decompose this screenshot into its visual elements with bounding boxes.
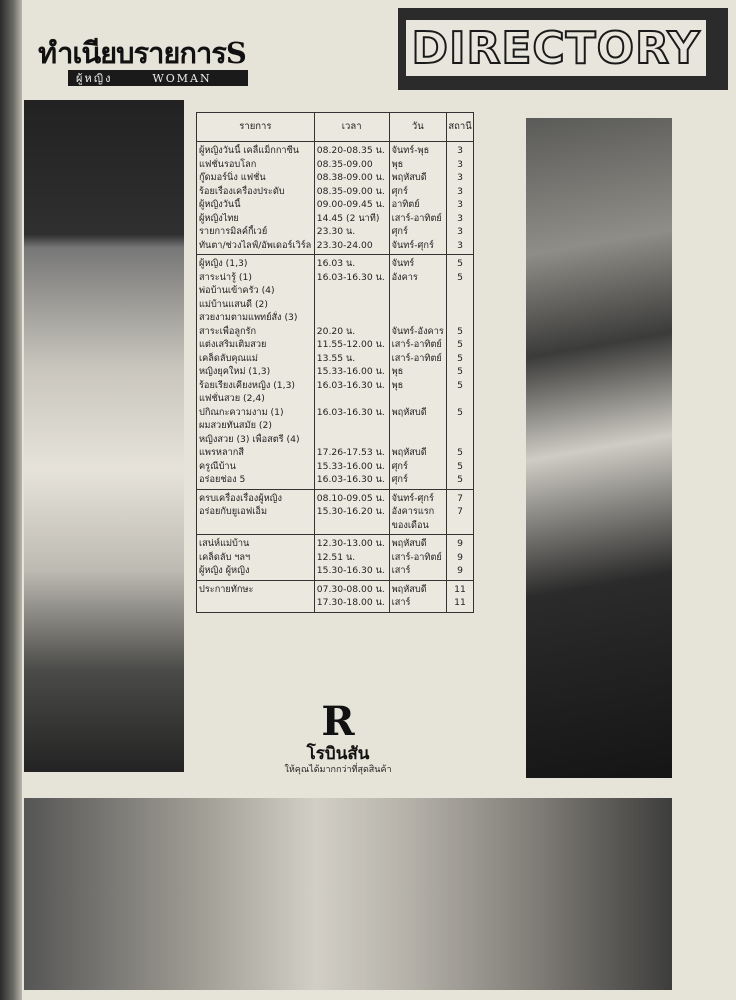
schedule-line (449, 298, 471, 312)
schedule-cell-programs (197, 142, 315, 255)
schedule-line: ผู้หญิงวันนี้ เคลื่แม็กกาซีน (199, 145, 300, 156)
schedule-line: 15.30-16.30 น. (316, 565, 385, 576)
schedule-line: เสาร์ (391, 597, 411, 608)
schedule-line: 3 (457, 172, 463, 183)
schedule-line: 15.30-16.20 น. (316, 506, 385, 517)
column-header-station: สถานี (447, 113, 474, 142)
schedule-cell-stations (447, 142, 474, 255)
schedule-line: 5 (457, 460, 463, 472)
schedule-line: จันทร์-ศุกร์ (391, 239, 434, 251)
schedule-line: จันทร์-อังคาร (391, 325, 444, 337)
schedule-line: 7 (457, 506, 463, 517)
schedule-line: แต่งเสริมเติมสวย (199, 339, 267, 350)
schedule-line: จันทร์ (391, 258, 415, 269)
schedule-line: ศุกร์ (391, 185, 408, 197)
table-header-row (197, 113, 474, 142)
magazine-logo (38, 30, 258, 88)
schedule-line: เสาร์ (391, 565, 411, 576)
schedule-line: 5 (457, 447, 463, 458)
schedule-line: 16.03 น. (316, 258, 356, 269)
schedule-group-row (197, 535, 474, 581)
schedule-line: 5 (457, 352, 463, 364)
schedule-group-row (197, 255, 474, 490)
schedule-line: ผมสวยทันสมัย (2) (199, 420, 272, 431)
schedule-line: 16.03-16.30 น. (316, 271, 385, 283)
schedule-line: พฤหัสบดี (391, 406, 427, 418)
schedule-line: เสาร์-อาทิตย์ (391, 352, 442, 364)
logo-sub-right: WOMAN (152, 71, 212, 85)
schedule-line: พฤหัสบดี (391, 172, 427, 183)
logo-sub-bar (68, 70, 248, 86)
schedule-line: หญิงสวย (3) เพื่อสตรี (4) (199, 433, 300, 445)
schedule-cell-days (389, 580, 446, 612)
schedule-line: เสาร์-อาทิตย์ (391, 212, 442, 224)
schedule-line: ปกิณกะความงาม (1) (199, 406, 284, 418)
schedule-line: พุธ (391, 366, 404, 377)
schedule-line: แม่บ้านแสนดี (2) (199, 298, 268, 310)
schedule-line: แฟชั่นสวย (2,4) (199, 393, 265, 404)
schedule-line: ศุกร์ (391, 460, 408, 472)
schedule-line: ศุกร์ (391, 474, 408, 485)
schedule-line (317, 284, 387, 298)
schedule-line: 3 (457, 158, 463, 170)
schedule-line: พุธ (391, 158, 404, 170)
schedule-line: 20.20 น. (316, 325, 356, 337)
schedule-line (317, 419, 387, 433)
schedule-line (449, 433, 471, 447)
woman-robe-photo (24, 100, 184, 772)
schedule-line: ร้อยเรื่องเครื่องประดับ (199, 185, 285, 197)
schedule-line: ผู้หญิงวันนี้ (199, 199, 241, 210)
schedule-line: อาทิตย์ (391, 199, 420, 210)
schedule-line: 23.30 น. (316, 226, 356, 237)
schedule-cell-times (314, 535, 389, 581)
schedule-line: ศุกร์ (391, 226, 408, 237)
schedule-cell-days (389, 142, 446, 255)
schedule-line: พุธ (391, 379, 404, 391)
schedule-line: เคล็ดลับคุณแม่ (199, 352, 258, 364)
schedule-line (392, 419, 444, 433)
robinson-advert (280, 700, 396, 790)
schedule-line: 5 (457, 271, 463, 283)
schedule-cell-stations (447, 255, 474, 490)
schedule-cell-programs (197, 489, 315, 535)
schedule-line: 7 (457, 492, 463, 504)
schedule-line (392, 298, 444, 312)
schedule-line (392, 284, 444, 298)
schedule-line (392, 311, 444, 325)
brand-slogan: ให้คุณได้มากกว่าที่สุดสินค้า (284, 765, 392, 775)
schedule-cell-stations (447, 535, 474, 581)
schedule-line: ประกายทักษะ (199, 583, 254, 595)
logo-main-text: ทำเนียบรายการ (38, 36, 226, 70)
schedule-line: พฤหัสบดี (391, 538, 427, 549)
schedule-line: 3 (457, 226, 463, 237)
schedule-line: 5 (457, 339, 463, 350)
schedule-line: เสน่ห์แม่บ้าน (199, 538, 250, 549)
schedule-line: สวยงามตามแพทย์สั่ง (3) (199, 312, 298, 323)
schedule-line: 9 (457, 551, 463, 563)
directory-header (398, 8, 728, 90)
schedule-line (392, 392, 444, 406)
column-header-program: รายการ (197, 113, 315, 142)
schedule-cell-times (314, 255, 389, 490)
schedule-line: ผู้หญิง (1,3) (199, 258, 248, 269)
schedule-line: หญิงยุคใหม่ (1,3) (199, 366, 271, 377)
schedule-line: 5 (457, 406, 463, 418)
schedule-line: 15.33-16.00 น. (316, 460, 385, 472)
schedule-cell-times (314, 580, 389, 612)
schedule-line: ครูณีบ้าน (199, 460, 236, 472)
schedule-cell-programs (197, 255, 315, 490)
schedule-line: 5 (457, 379, 463, 391)
schedule-line: 12.30-13.00 น. (316, 538, 385, 549)
schedule-line: สาระเพื่อลูกรัก (199, 325, 257, 337)
schedule-line: 08.20-08.35 น. (316, 145, 385, 156)
schedule-line: 16.03-16.30 น. (316, 406, 385, 418)
schedule-line: จันทร์-พุธ (391, 145, 430, 156)
schedule-cell-days (389, 489, 446, 535)
schedule-line: 9 (457, 538, 463, 549)
schedule-line: อังคารแรก (391, 506, 435, 517)
schedule-line: ผู้หญิงไทย (199, 212, 239, 224)
schedule-line: 16.03-16.30 น. (316, 379, 385, 391)
schedule-line (317, 519, 387, 533)
schedule-group-row (197, 142, 474, 255)
schedule-line (449, 392, 471, 406)
schedule-line (317, 311, 387, 325)
schedule-line: พฤหัสบดี (391, 583, 427, 595)
schedule-line: พฤหัสบดี (391, 447, 427, 458)
schedule-line: รายการมิลค์กี้เวย์ (199, 226, 268, 237)
logo-suffix: S (225, 36, 246, 70)
brand-name: โรบินสัน (306, 744, 370, 764)
schedule-line: อร่อยช่อง 5 (199, 474, 246, 485)
face-closeup-photo (24, 798, 672, 990)
magazine-spine (0, 0, 22, 1000)
schedule-line: 5 (457, 474, 463, 485)
schedule-line: 08.35-09.00 น. (316, 185, 385, 197)
schedule-line: 17.26-17.53 น. (316, 447, 385, 458)
schedule-line (449, 419, 471, 433)
schedule-line: พ่อบ้านเข้าครัว (4) (199, 285, 275, 296)
schedule-line (449, 311, 471, 325)
schedule-cell-stations (447, 489, 474, 535)
schedule-line: เคล็ดลับ ฯลฯ (199, 551, 251, 563)
schedule-cell-times (314, 142, 389, 255)
schedule-line: ผู้หญิง ผู้หญิง (199, 565, 250, 576)
schedule-line: ของเดือน (391, 519, 429, 531)
schedule-line (317, 392, 387, 406)
schedule-line: 07.30-08.00 น. (316, 583, 385, 595)
schedule-line: อร่อยกับยูเอฟเอ็ม (199, 506, 268, 517)
column-header-time: เวลา (314, 113, 389, 142)
schedule-cell-stations (447, 580, 474, 612)
schedule-line: 9 (457, 565, 463, 576)
schedule-line: เสาร์-อาทิตย์ (391, 339, 442, 350)
schedule-line: 11 (454, 597, 466, 608)
schedule-line: ครบเครื่องเรื่องผู้หญิง (199, 492, 282, 504)
schedule-group-row (197, 489, 474, 535)
schedule-line: 14.45 (2 นาที) (316, 212, 380, 224)
column-header-day: วัน (389, 113, 446, 142)
schedule-line: 08.38-09.00 น. (316, 172, 385, 183)
schedule-line (199, 519, 312, 533)
schedule-line: กู๊ดมอร์นิ่ง แฟชั่น (199, 172, 266, 183)
schedule-line: 11 (454, 583, 466, 595)
schedule-line: 3 (457, 199, 463, 210)
schedule-line (449, 284, 471, 298)
schedule-cell-days (389, 535, 446, 581)
schedule-line: 3 (457, 185, 463, 197)
schedule-line: 5 (457, 366, 463, 377)
schedule-line: แฟชั่นรอบโลก (199, 158, 257, 170)
schedule-group-row (197, 580, 474, 612)
schedule-line: 12.51 น. (316, 551, 356, 563)
schedule-line: อังคาร (391, 271, 418, 283)
schedule-line: ทันตา/ช่วงไลฟ์/อัพเดอร์เวิร์ล (199, 239, 312, 251)
schedule-line: 3 (457, 212, 463, 224)
schedule-line: 08.10-09.05 น. (316, 492, 385, 504)
tv-schedule-table (196, 112, 474, 613)
schedule-line (392, 433, 444, 447)
schedule-cell-days (389, 255, 446, 490)
schedule-line: 08.35-09.00 (316, 158, 373, 170)
schedule-line: 11.55-12.00 น. (316, 339, 385, 350)
schedule-line: 3 (457, 239, 463, 251)
robinson-logo-icon: R (321, 698, 355, 745)
schedule-line: 16.03-16.30 น. (316, 474, 385, 485)
woman-portrait-photo (526, 118, 672, 778)
schedule-line: 17.30-18.00 น. (316, 597, 385, 608)
schedule-line: จันทร์-ศุกร์ (391, 492, 434, 504)
schedule-line: 5 (457, 325, 463, 337)
schedule-line (317, 298, 387, 312)
schedule-line: ร้อยเรียงเคียงหญิง (1,3) (199, 379, 296, 391)
schedule-line: แพรหลากสี (199, 447, 244, 458)
schedule-cell-programs (197, 535, 315, 581)
schedule-line (317, 433, 387, 447)
schedule-line: 13.55 น. (316, 352, 356, 364)
logo-sub-left: ผู้หญิง (76, 72, 113, 85)
schedule-line (199, 596, 312, 610)
schedule-line: 09.00-09.45 น. (316, 199, 385, 210)
schedule-line: 3 (457, 145, 463, 156)
schedule-line: 23.30-24.00 (316, 239, 373, 251)
schedule-line: 15.33-16.00 น. (316, 366, 385, 377)
schedule-cell-programs (197, 580, 315, 612)
schedule-line (449, 519, 471, 533)
schedule-line: เสาร์-อาทิตย์ (391, 551, 442, 563)
page-title: DIRECTORY (411, 22, 701, 74)
schedule-line: สาระน่ารู้ (1) (199, 271, 252, 283)
schedule-cell-times (314, 489, 389, 535)
schedule-line: 5 (457, 258, 463, 269)
